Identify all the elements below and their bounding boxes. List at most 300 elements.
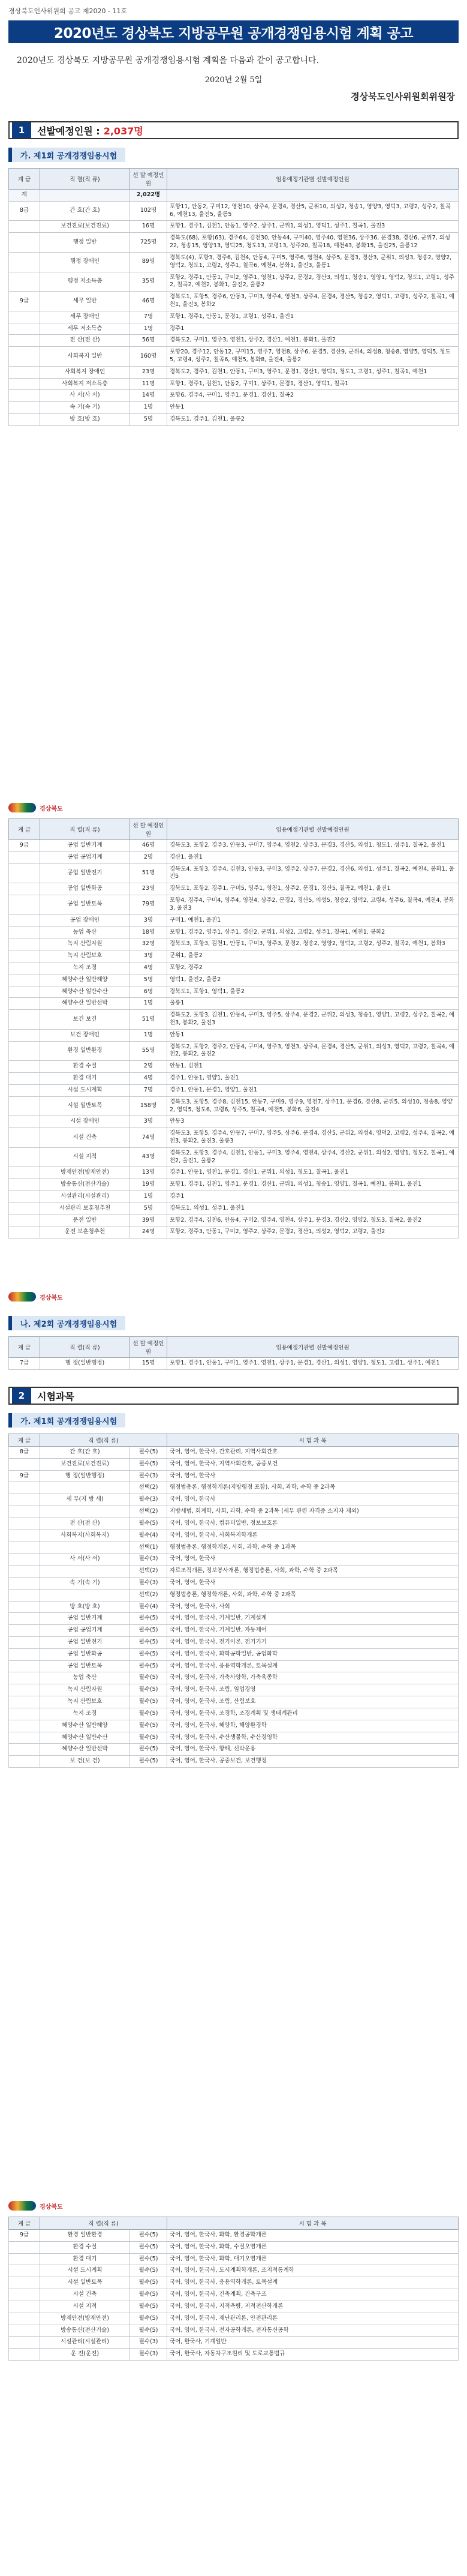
series-cell: 전 산(전 산) [40, 1518, 130, 1530]
subjects-cell: 국어, 영어, 한국사, 건축계획, 건축구조 [167, 2289, 459, 2301]
notice-intro: 2020년도 경상북도 지방공무원 공개경쟁임용시험 계획을 다음과 같이 공고합니다. [17, 56, 319, 65]
section-1-bar [8, 121, 459, 139]
subject-type-cell: 필수(5) [130, 1637, 167, 1649]
agency-cell: 포항2, 경주1, 안동1, 구미2, 영주1, 영천1, 상주2, 문경2, 경산3, 의성1, 청송1, 영양1, 영덕2, 청도1, 고령1, 성주2, 칠곡2, 예천2, 봉화1, 울진2, 울릉2 [167, 272, 459, 292]
series-cell: 방송통신(전산기술) [40, 1179, 130, 1191]
logo-mark-icon [8, 803, 36, 812]
agency-cell: 경북도2, 포항2, 경주2, 안동4, 구미4, 영주3, 영천3, 상주4, 문경4, 경산5, 군위1, 의성3, 영덕2, 고령2, 칠곡4, 예천2, 봉화2, 울진2 [167, 1041, 459, 1061]
agency-cell: 경북도2, 포항3, 김천1, 안동4, 구미3, 영주5, 상주4, 문경2, 군위2, 의성3, 청송1, 영양1, 고령2, 성주2, 칠곡2, 예천3, 봉화2, 울진3 [167, 1010, 459, 1030]
grade-cell [9, 1226, 40, 1238]
series-cell: 시설 지적 [40, 2301, 130, 2313]
table-row [9, 1566, 459, 1578]
subjects-cell: 국어, 영어, 한국사 [167, 1470, 459, 1482]
gyeongbuk-logo [8, 803, 63, 812]
agency-cell: 경북도4, 포항3, 경주4, 김천3, 안동3, 구미3, 영주2, 상주7, 문경2, 경산6, 의성1, 성주1, 칠곡2, 예천4, 봉화1, 울진5 [167, 863, 459, 883]
grade-cell [9, 1660, 40, 1672]
series-cell: 공업 장애인 [40, 914, 130, 926]
subject-type-cell: 선택(2) [130, 1566, 167, 1578]
table-row [9, 272, 459, 292]
series-cell: 해양수산 일반해양 [40, 974, 130, 986]
table-row [9, 986, 459, 998]
grade-cell [9, 402, 40, 414]
subjects-cell: 국어, 영어, 한국사, 화학공학일반, 공업화학 [167, 1648, 459, 1660]
table-row [9, 2349, 459, 2361]
subjects-cell: 국어, 영어, 한국사, 해양학, 해양환경학 [167, 1720, 459, 1732]
grade-cell [9, 1518, 40, 1530]
header-count: 선 발 예정인원 [130, 819, 167, 840]
series-cell: 환경 대기 [40, 2253, 130, 2265]
count-cell: 24명 [130, 1226, 167, 1238]
agency-cell: 경북도(4), 포항3, 경주6, 김천4, 안동4, 구미5, 영주6, 영천4, 상주5, 문경3, 경산3, 군위1, 의성3, 청송2, 영양2, 영덕2, 청도1, 고령2, 성주1, 칠곡6, 예천4, 봉화1, 울진3, 울릉1 [167, 252, 459, 272]
subject-type-cell: 필수(3) [130, 1470, 167, 1482]
subject-type-cell: 필수(5) [130, 1660, 167, 1672]
grade-cell: 9급 [9, 292, 40, 311]
section-2-title: 시험과목 [37, 1390, 74, 1402]
series-cell: 녹지 조경 [40, 962, 130, 974]
table-row [9, 1214, 459, 1226]
logo-text: 경상북도 [40, 805, 63, 812]
series-cell: 농업 축산 [40, 926, 130, 938]
agency-cell: 경북도(68), 포항(63), 경주64, 김천30, 안동44, 구미40, 영주40, 영천36, 상주36, 문경38, 경산6, 군위7, 의성22, 청송15, 영양13, 영덕25, 청도13, 고령13, 성주20, 칠곡18, 예천43, 봉화15, 울진25, 울릉12 [167, 233, 459, 253]
series-cell: 시설 일반토목 [40, 2277, 130, 2289]
count-cell: 19명 [130, 1179, 167, 1191]
subject-type-cell: 필수(5) [130, 1447, 167, 1459]
grade-cell [9, 311, 40, 323]
series-cell: 해양수산 일반선박 [40, 998, 130, 1010]
table-row [9, 2325, 459, 2337]
subjects-cell: 국어, 영어, 한국사, 가축사양학, 가축육종학 [167, 1672, 459, 1684]
series-cell: 방송통신(전산기술) [40, 2325, 130, 2337]
notice-date: 2020년 2월 5일 [204, 76, 263, 85]
subjects-cell: 국어, 영어, 한국사 [167, 1554, 459, 1566]
grade-cell: 9급 [9, 1470, 40, 1482]
subjects-cell: 국어, 영어, 한국사, 재난관리론, 안전관리론 [167, 2313, 459, 2325]
grade-cell [9, 1179, 40, 1191]
series-cell: 전 산(전 산) [40, 335, 130, 347]
grade-cell [9, 1566, 40, 1578]
series-cell: 해양수산 일반선박 [40, 1744, 130, 1756]
table-row [9, 1226, 459, 1238]
table-row [9, 1625, 459, 1637]
subject-type-cell: 필수(5) [130, 2241, 167, 2253]
table-row [9, 1660, 459, 1672]
series-cell: 공업 일반전기 [40, 863, 130, 883]
count-cell: 79명 [130, 895, 167, 915]
count-cell: 13명 [130, 1167, 167, 1179]
series-cell: 속 기(속 기) [40, 1577, 130, 1589]
table-row [9, 402, 459, 414]
series-cell: 녹지 산림자원 [40, 1684, 130, 1696]
table-row [9, 1041, 459, 1061]
count-cell: 4명 [130, 962, 167, 974]
section-2-bar [8, 1387, 459, 1405]
agency-cell: 경주1, 안동1, 영양1, 울진1 [167, 1073, 459, 1085]
grade-cell [9, 2313, 40, 2325]
subjects-page [0, 1281, 467, 2163]
grade-cell [9, 366, 40, 378]
subject-type-cell: 필수(5) [130, 1518, 167, 1530]
table-row [9, 2230, 459, 2242]
table-row [9, 1167, 459, 1179]
logo-text: 경상북도 [40, 2203, 63, 2211]
series-cell: 녹지 산림자원 [40, 938, 130, 950]
count-cell: 1명 [130, 402, 167, 414]
count-cell: 2명 [130, 1061, 167, 1073]
grade-cell [9, 883, 40, 895]
allocation-table-1 [8, 168, 459, 426]
gyeongbuk-logo [8, 2201, 63, 2211]
grade-cell [9, 1029, 40, 1041]
subject-type-cell: 필수(5) [130, 2301, 167, 2313]
subjects-cell: 국어, 영어, 한국사, 도시계획학개론, 조지적통계학 [167, 2265, 459, 2277]
subject-type-cell: 필수(5) [130, 1672, 167, 1684]
header-series: 직 렬(직 류) [40, 1337, 130, 1358]
table-row [9, 1637, 459, 1649]
table-row [9, 914, 459, 926]
count-cell: 11명 [130, 378, 167, 390]
subject-type-cell: 필수(5) [130, 2313, 167, 2325]
series-cell: 사회복지 저소득층 [40, 378, 130, 390]
count-cell: 43명 [130, 1147, 167, 1167]
header-grade: 계 급 [9, 169, 40, 190]
subjects-cell: 행정법총론, 행정학개론(지방행정 포함), 사회, 과학, 수학 중 2과목 [167, 1482, 459, 1494]
count-cell: 1명 [130, 1029, 167, 1041]
subjects-cell: 국어, 영어, 한국사, 수산생물학, 수산경영학 [167, 1732, 459, 1744]
agency-cell: 경주1, 안동1, 문경1, 영양1, 울진1 [167, 1084, 459, 1096]
series-cell: 녹지 산림보호 [40, 950, 130, 962]
agency-cell: 경북도1, 포항5, 경주6, 안동3, 구미3, 영주4, 영천3, 상주4, 문경4, 경산5, 청송2, 영덕1, 고령1, 성주2, 칠곡1, 예천1, 울진3, 봉화2 [167, 292, 459, 311]
agency-cell: 포항1, 경주1, 김천1, 안동2, 구미1, 상주1, 문경1, 경산1, 영덕1, 칠곡1 [167, 378, 459, 390]
table-row [9, 1147, 459, 1167]
subjects-cell: 국어, 영어, 한국사, 조림, 산림보호 [167, 1696, 459, 1708]
table-row [9, 2301, 459, 2313]
table-row [9, 1494, 459, 1506]
series-cell: 녹지 산림보호 [40, 1696, 130, 1708]
series-cell: 행정 일반 [40, 233, 130, 253]
series-cell: 보건진료(보건진료) [40, 1458, 130, 1470]
table-row [9, 2313, 459, 2325]
grade-cell [9, 974, 40, 986]
table-row [9, 347, 459, 367]
subjects-cell: 국어, 영어, 한국사, 사회복지학개론 [167, 1530, 459, 1542]
table-row [9, 998, 459, 1010]
agency-cell: 포항6, 경주4, 구미1, 영주1, 문경1, 경산1, 칠곡2 [167, 390, 459, 402]
count-cell: 23명 [130, 366, 167, 378]
table-row [9, 1732, 459, 1744]
count-cell: 46명 [130, 292, 167, 311]
series-cell: 방 호(방 호) [40, 414, 130, 426]
grade-cell [9, 323, 40, 335]
series-cell: 시설 건축 [40, 1128, 130, 1148]
subjects-cell: 국어, 영어, 한국사, 화학, 수질오염개론 [167, 2241, 459, 2253]
series-cell [40, 1482, 130, 1494]
agency-cell: 포항20, 경주12, 안동12, 구미15, 영주7, 영천8, 상주6, 문경5, 경산9, 군위4, 의성8, 청송8, 영양5, 영덕5, 청도5, 고령4, 성주2, 칠곡6, 예천5, 봉화8, 울진4, 울릉2 [167, 347, 459, 367]
agency-cell: 포항11, 안동2, 구미12, 영천10, 상주4, 문경4, 경산5, 군위10, 의성2, 청송1, 영양3, 영덕3, 고령2, 성주2, 칠곡6, 예천13, 울진5, 울릉5 [167, 201, 459, 221]
table-row [9, 1179, 459, 1191]
series-cell: 시설관리 보훈청추천 [40, 1202, 130, 1214]
series-cell: 행 정(일반행정) [40, 1358, 130, 1370]
series-cell: 보건 보건 [40, 1010, 130, 1030]
grade-cell [9, 390, 40, 402]
grade-cell: 계 [9, 190, 40, 202]
subject-type-cell: 필수(5) [130, 2289, 167, 2301]
series-cell: 사회복지 장애인 [40, 366, 130, 378]
header-subjects: 시 험 과 목 [167, 2217, 459, 2230]
table-row [9, 2337, 459, 2349]
series-cell: 환경 일반환경 [40, 1041, 130, 1061]
tab-subjects-round-1: 가. 제1회 공개경쟁임용시험 [8, 1413, 125, 1428]
table-row [9, 1482, 459, 1494]
grade-cell [9, 1202, 40, 1214]
grade-cell [9, 1073, 40, 1085]
series-cell: 공업 일반기계 [40, 840, 130, 852]
subject-type-cell: 선택(2) [130, 1589, 167, 1601]
series-cell: 운전 일반 [40, 1214, 130, 1226]
count-cell: 18명 [130, 926, 167, 938]
header-grade: 계 급 [9, 2217, 40, 2230]
series-cell: 사회복지 일반 [40, 347, 130, 367]
series-cell: 공업 일반토목 [40, 1660, 130, 1672]
agency-cell: 포항1, 경주1, 김천1, 영주1, 문경1, 경산1, 군위1, 의성1, 청송1, 영양1, 칠곡1, 예천1, 봉화1, 울진1 [167, 1179, 459, 1191]
agency-cell: 경북도2, 구미1, 영주3, 영천1, 상주2, 경산1, 예천1, 봉화1, 울진2 [167, 335, 459, 347]
count-cell: 725명 [130, 233, 167, 253]
series-cell: 환경 수질 [40, 2241, 130, 2253]
table-row [9, 1470, 459, 1482]
subject-type-cell: 필수(3) [130, 2349, 167, 2361]
series-cell: 시설 일반토목 [40, 1096, 130, 1116]
grade-cell [9, 1744, 40, 1756]
subjects-cell: 국어, 영어, 한국사, 전기이론, 전기기기 [167, 1637, 459, 1649]
header-agency: 임용예정기관별 선발예정인원 [167, 169, 459, 190]
series-cell: 공업 공업기계 [40, 1625, 130, 1637]
subject-type-cell: 필수(3) [130, 1577, 167, 1589]
grade-cell [9, 1010, 40, 1030]
subject-type-cell: 필수(5) [130, 1744, 167, 1756]
subjects-cell: 국어, 영어, 한국사, 기계일반, 기계설계 [167, 1613, 459, 1625]
subjects-cell: 국어, 영어, 한국사, 응용역학개론, 토목설계 [167, 2277, 459, 2289]
logo-mark-icon [8, 1292, 36, 1302]
agency-cell: 경북도1, 포항2, 경주1, 구미5, 영주1, 영천1, 상주2, 문경1, 경산5, 칠곡2, 예천1, 울진1 [167, 883, 459, 895]
agency-cell: 경북도1, 포항1, 영덕1, 울릉2 [167, 986, 459, 998]
series-cell: 간 호(간 호) [40, 1447, 130, 1459]
series-cell: 간 호(간 호) [40, 201, 130, 221]
subjects-cell: 국어, 영어, 한국사, 화학, 환경공학개론 [167, 2230, 459, 2242]
table-row [9, 414, 459, 426]
allocation-page-2 [0, 792, 467, 1260]
grade-cell [9, 998, 40, 1010]
table-row [9, 1518, 459, 1530]
agency-cell: 경주1 [167, 323, 459, 335]
grade-cell [9, 272, 40, 292]
series-cell: 속 기(속 기) [40, 402, 130, 414]
subjects-page-2 [0, 2190, 467, 2576]
subjects-cell: 국어, 영어, 한국사, 기계일반, 자동제어 [167, 1625, 459, 1637]
table-row [9, 883, 459, 895]
series-cell: 세무 일반 [40, 292, 130, 311]
logo-mark-icon [8, 2201, 36, 2211]
table-row [9, 2241, 459, 2253]
count-cell: 3명 [130, 950, 167, 962]
subjects-cell: 국어, 영어, 한국사, 항해, 선박운용 [167, 1744, 459, 1756]
count-cell: 5명 [130, 974, 167, 986]
series-cell: 사회복지(사회복지) [40, 1530, 130, 1542]
count-cell: 5명 [130, 1202, 167, 1214]
section-1-total: 2,037명 [103, 125, 143, 137]
grade-cell [9, 895, 40, 915]
count-cell: 89명 [130, 252, 167, 272]
agency-cell: 안동1 [167, 402, 459, 414]
series-cell: 사 서(사 서) [40, 1554, 130, 1566]
agency-cell: 경북도1, 경주1, 김천1, 울릉2 [167, 414, 459, 426]
subject-type-cell: 필수(5) [130, 1708, 167, 1720]
count-cell: 74명 [130, 1128, 167, 1148]
header-series: 직 렬(직 류) [40, 169, 130, 190]
subjects-cell: 국어, 영어, 한국사, 응용역학개론, 토목설계 [167, 1660, 459, 1672]
series-cell: 행 정(일반행정) [40, 1470, 130, 1482]
grade-cell [9, 1530, 40, 1542]
series-cell: 시설 지적 [40, 1147, 130, 1167]
subjects-cell: 행정법총론, 행정학개론, 사회, 과학, 수학 중 2과목 [167, 1589, 459, 1601]
subject-type-cell: 필수(5) [130, 1696, 167, 1708]
table-row [9, 1447, 459, 1459]
agency-cell: 포항1, 경주1, 안동1, 문경1, 고령1, 성주1, 울진1 [167, 311, 459, 323]
table-row [9, 1696, 459, 1708]
grade-cell [9, 2241, 40, 2253]
table-row [9, 1458, 459, 1470]
table-row [9, 2265, 459, 2277]
grade-cell [9, 962, 40, 974]
table-row [9, 1530, 459, 1542]
subject-type-cell: 필수(5) [130, 1756, 167, 1768]
table-row [9, 190, 459, 202]
subjects-cell: 국어, 영어, 한국사, 간호관리, 지역사회간호 [167, 1447, 459, 1459]
subjects-cell: 국어, 영어, 한국사, 지적측량, 지적전산학개론 [167, 2301, 459, 2313]
table-row [9, 292, 459, 311]
series-cell: 시설관리(시설관리) [40, 2337, 130, 2349]
table-row [9, 1096, 459, 1116]
grade-cell [9, 414, 40, 426]
table-row [9, 1720, 459, 1732]
count-cell: 3명 [130, 1116, 167, 1128]
count-cell: 7명 [130, 311, 167, 323]
subject-type-cell: 필수(3) [130, 1554, 167, 1566]
table-row [9, 2289, 459, 2301]
count-cell: 2,022명 [130, 190, 167, 202]
subjects-cell: 국어, 영어, 한국사, 조경학, 조경계획 및 생태계관리 [167, 1708, 459, 1720]
grade-cell [9, 335, 40, 347]
subject-type-cell: 필수(4) [130, 1530, 167, 1542]
count-cell: 1명 [130, 323, 167, 335]
series-cell: 시설관리(시설관리) [40, 1191, 130, 1203]
grade-cell [9, 1084, 40, 1096]
grade-cell [9, 1482, 40, 1494]
grade-cell [9, 2277, 40, 2289]
table-row [9, 1744, 459, 1756]
subjects-table-2 [8, 2217, 459, 2361]
tab-round-1: 가. 제1회 공개경쟁임용시험 [8, 148, 125, 162]
series-cell: 해양수산 일반수산 [40, 986, 130, 998]
count-cell: 55명 [130, 1041, 167, 1061]
series-cell: 방재안전(방재안전) [40, 2313, 130, 2325]
agency-cell: 포항2, 경주4, 김천6, 안동4, 구미2, 영주4, 영천4, 상주1, 문경3, 경산2, 영양2, 청도3, 칠곡2, 울진2 [167, 1214, 459, 1226]
subjects-cell: 국어, 영어, 한국사, 컴퓨터일반, 정보보호론 [167, 1518, 459, 1530]
header-agency: 임용예정기관별 선발예정인원 [167, 1337, 459, 1358]
table-row [9, 1506, 459, 1518]
grade-cell [9, 2337, 40, 2349]
table-row [9, 950, 459, 962]
table-row [9, 1061, 459, 1073]
subjects-cell: 국어, 영어, 한국사, 사회 [167, 1601, 459, 1613]
series-cell: 세무 저소득층 [40, 323, 130, 335]
grade-cell [9, 2349, 40, 2361]
grade-cell [9, 1147, 40, 1167]
count-cell: 6명 [130, 986, 167, 998]
grade-cell: 9급 [9, 840, 40, 852]
grade-cell [9, 1494, 40, 1506]
subjects-cell: 국어, 영어, 한국사, 화학, 대기오염개론 [167, 2253, 459, 2265]
subject-type-cell: 필수(5) [130, 2325, 167, 2337]
count-cell: 1명 [130, 1191, 167, 1203]
agency-cell: 포항1, 경주1, 김천1, 안동1, 영주2, 상주1, 군위1, 의성1, 영덕1, 성주1, 칠곡1, 울진3 [167, 221, 459, 233]
grade-cell [9, 221, 40, 233]
count-cell: 56명 [130, 335, 167, 347]
subjects-cell: 국어, 영어, 한국사, 조림, 임업경영 [167, 1684, 459, 1696]
subjects-cell: 국어, 영어, 한국사, 지역사회간호, 공중보건 [167, 1458, 459, 1470]
subject-type-cell: 필수(5) [130, 1720, 167, 1732]
grade-cell [9, 378, 40, 390]
agency-cell: 경북도3, 포항5, 경주4, 안동7, 구미7, 영주5, 상주6, 문경4, 경산5, 군위2, 의성4, 영덕2, 고령2, 성주4, 칠곡2, 예천3, 봉화2, 울진3, 울릉3 [167, 1128, 459, 1148]
grade-cell [9, 1577, 40, 1589]
subjects-cell: 국어, 한국사, 기계일반 [167, 2337, 459, 2349]
series-cell: 운전 보훈청추천 [40, 1226, 130, 1238]
table-row [9, 1202, 459, 1214]
table-row [9, 1358, 459, 1370]
table-row [9, 1708, 459, 1720]
table-row [9, 974, 459, 986]
grade-cell [9, 1458, 40, 1470]
subject-type-cell: 필수(5) [130, 2253, 167, 2265]
grade-cell [9, 1554, 40, 1566]
grade-cell [9, 1613, 40, 1625]
grade-cell [9, 1116, 40, 1128]
series-cell [40, 190, 130, 202]
subject-type-cell: 필수(5) [130, 2265, 167, 2277]
subject-type-cell: 필수(5) [130, 1458, 167, 1470]
subjects-cell: 지방세법, 회계학, 사회, 과학, 수학 중 2과목 (세무 관련 자격증 소지자 제외) [167, 1506, 459, 1518]
count-cell: 2명 [130, 851, 167, 863]
table-row [9, 840, 459, 852]
table-row [9, 1116, 459, 1128]
grade-cell: 8급 [9, 1447, 40, 1459]
count-cell: 16명 [130, 221, 167, 233]
series-cell: 세 무(지 방 세) [40, 1494, 130, 1506]
count-cell: 3명 [130, 914, 167, 926]
table-row [9, 366, 459, 378]
grade-cell [9, 914, 40, 926]
header-grade: 계 급 [9, 1434, 40, 1447]
grade-cell [9, 1506, 40, 1518]
grade-cell [9, 1684, 40, 1696]
subject-type-cell: 선택(2) [130, 1482, 167, 1494]
table-row [9, 1613, 459, 1625]
notice-title: 2020년도 경상북도 지방공무원 공개경쟁임용시험 계획 공고 [8, 20, 459, 43]
table-row [9, 378, 459, 390]
series-cell: 공업 일반화공 [40, 883, 130, 895]
header-series: 직 렬(직 류) [40, 2217, 167, 2230]
table-row [9, 335, 459, 347]
series-cell: 환경 수질 [40, 1061, 130, 1073]
grade-cell [9, 1708, 40, 1720]
